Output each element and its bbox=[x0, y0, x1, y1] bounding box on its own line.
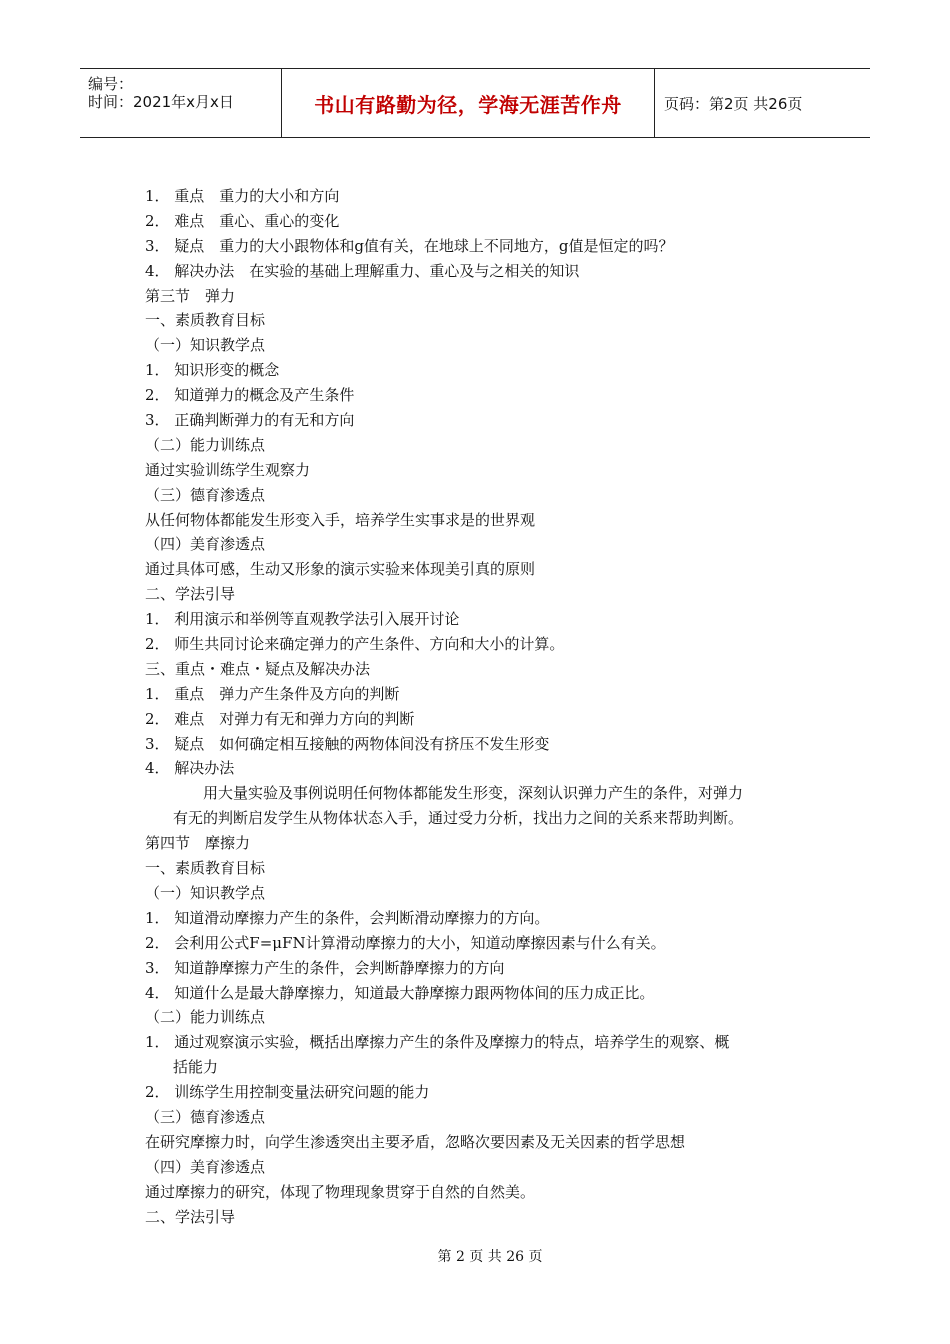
text-line: 4． 解决办法 在实验的基础上理解重力、重心及与之相关的知识 bbox=[145, 261, 580, 280]
text-line: 在研究摩擦力时，向学生渗透突出主要矛盾，忽略次要因素及无关因素的哲学思想 bbox=[145, 1132, 686, 1151]
subsection-heading: 二、学法引导 bbox=[145, 1207, 236, 1226]
section-heading: 第三节 弹力 bbox=[145, 286, 236, 305]
motto-text: 书山有路勤为径，学海无涯苦作舟 bbox=[314, 92, 622, 117]
document-time-label: 时间：2021年x月x日 bbox=[88, 93, 234, 111]
text-line: 括能力 bbox=[173, 1058, 219, 1077]
text-line: 3． 正确判断弹力的有无和方向 bbox=[145, 411, 355, 430]
page-footer: 第 2 页 共 26 页 bbox=[437, 1249, 543, 1265]
text-line: 2． 知道弹力的概念及产生条件 bbox=[145, 386, 355, 405]
subsection-heading: （三）德育渗透点 bbox=[145, 485, 266, 504]
document-body bbox=[145, 184, 825, 1229]
text-line: 通过实验训练学生观察力 bbox=[145, 460, 311, 479]
document-code-label: 编号： bbox=[88, 75, 134, 93]
subsection-heading: （四）美育渗透点 bbox=[145, 535, 266, 554]
text-line: 1． 利用演示和举例等直观教学法引入展开讨论 bbox=[145, 610, 460, 629]
paragraph-line: 用大量实验及事例说明任何物体都能发生形变，深刻认识弹力产生的条件，对弹力 bbox=[203, 784, 744, 803]
subsection-heading: （一）知识教学点 bbox=[145, 336, 266, 355]
text-line: 2． 训练学生用控制变量法研究问题的能力 bbox=[145, 1083, 430, 1102]
subsection-heading: （三）德育渗透点 bbox=[145, 1107, 266, 1126]
text-line: 2． 难点 重心、重心的变化 bbox=[145, 211, 340, 230]
text-line: 2． 师生共同讨论来确定弹力的产生条件、方向和大小的计算。 bbox=[145, 635, 565, 654]
document-header bbox=[80, 68, 870, 138]
text-line: 3． 疑点 重力的大小跟物体和g值有关，在地球上不同地方，g值是恒定的吗？ bbox=[145, 236, 674, 255]
subsection-heading: 三、重点・难点・疑点及解决办法 bbox=[145, 659, 371, 678]
header-motto-cell bbox=[281, 69, 655, 137]
subsection-heading: 一、素质教育目标 bbox=[145, 311, 266, 330]
subsection-heading: （二）能力训练点 bbox=[145, 1008, 266, 1027]
header-page-code: 页码：第2页 共26页 bbox=[664, 94, 803, 113]
paragraph-line: 有无的判断启发学生从物体状态入手，通过受力分析，找出力之间的关系来帮助判断。 bbox=[173, 809, 744, 828]
text-line: 从任何物体都能发生形变入手，培养学生实事求是的世界观 bbox=[145, 510, 536, 529]
text-line: 1． 知道滑动摩擦力产生的条件，会判断滑动摩擦力的方向。 bbox=[145, 908, 550, 927]
text-line: 1． 通过观察演示实验，概括出摩擦力产生的条件及摩擦力的特点，培养学生的观察、概 bbox=[145, 1033, 730, 1052]
text-line: 2． 难点 对弹力有无和弹力方向的判断 bbox=[145, 709, 415, 728]
text-line: 1． 知识形变的概念 bbox=[145, 361, 280, 380]
text-line: 3． 疑点 如何确定相互接触的两物体间没有挤压不发生形变 bbox=[145, 734, 550, 753]
subsection-heading: 一、素质教育目标 bbox=[145, 859, 266, 878]
text-line: 通过摩擦力的研究，体现了物理现象贯穿于自然的自然美。 bbox=[145, 1182, 536, 1201]
text-line: 4． 解决办法 bbox=[145, 759, 235, 778]
text-line: 2． 会利用公式F=μFN计算滑动摩擦力的大小，知道动摩擦因素与什么有关。 bbox=[145, 933, 666, 952]
text-line: 1． 重点 重力的大小和方向 bbox=[145, 187, 340, 205]
subsection-heading: （四）美育渗透点 bbox=[145, 1157, 266, 1176]
subsection-heading: 二、学法引导 bbox=[145, 585, 236, 604]
text-line: 1． 重点 弹力产生条件及方向的判断 bbox=[145, 684, 400, 703]
section-heading: 第四节 摩擦力 bbox=[145, 834, 251, 853]
header-meta-cell bbox=[80, 69, 280, 137]
subsection-heading: （一）知识教学点 bbox=[145, 883, 266, 902]
header-page-cell bbox=[654, 69, 870, 137]
subsection-heading: （二）能力训练点 bbox=[145, 435, 266, 454]
text-line: 通过具体可感，生动又形象的演示实验来体现美引真的原则 bbox=[145, 560, 536, 579]
text-line: 3． 知道静摩擦力产生的条件，会判断静摩擦力的方向 bbox=[145, 958, 505, 977]
text-line: 4． 知道什么是最大静摩擦力，知道最大静摩擦力跟两物体间的压力成正比。 bbox=[145, 983, 655, 1002]
